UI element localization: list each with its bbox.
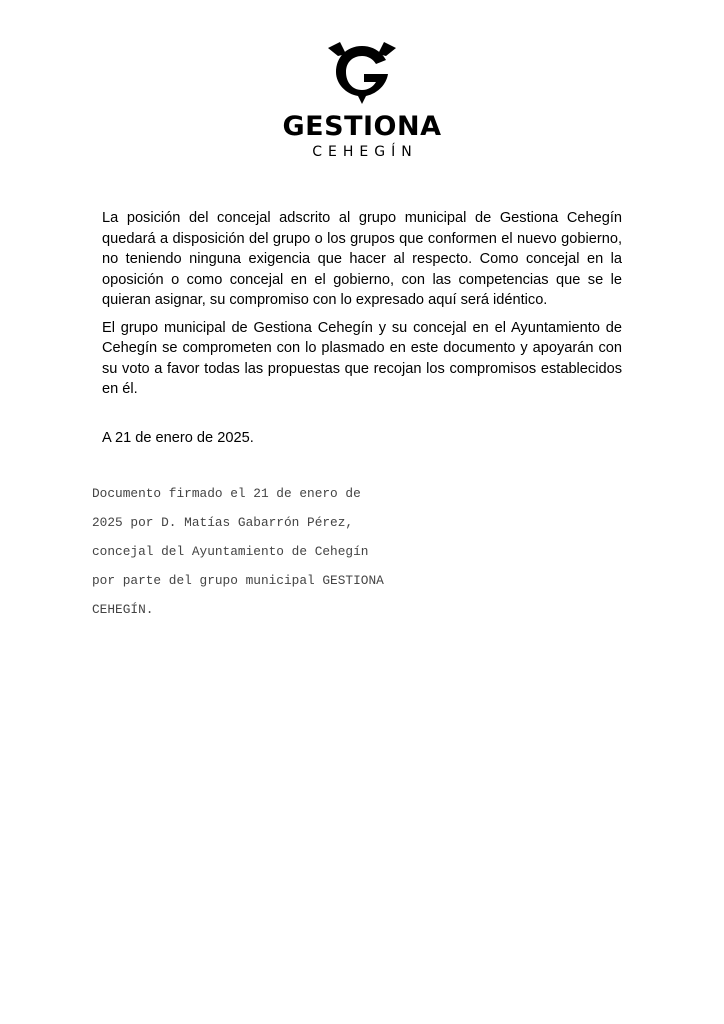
signature-line: 2025 por D. Matías Gabarrón Pérez, xyxy=(92,514,354,530)
document-body xyxy=(102,208,622,407)
paragraph-position: La posición del concejal adscrito al grupo municipal de Gestiona Cehegín quedará a disposición del grupo o los grupos que conformen el nuevo gobierno, no teniendo ninguna exigencia que hacer al respecto. Como concejal en la oposición o como concejal en el gobierno, con las competencias que se le quieran asignar, su compromiso con lo expresado aquí será idéntico. xyxy=(102,210,622,308)
gestiona-logo xyxy=(0,40,724,160)
signature-line: Documento firmado el 21 de enero de xyxy=(92,485,361,501)
signature-block xyxy=(92,472,452,633)
logo-subtitle: CEHEGÍN xyxy=(312,144,418,160)
signature-line: por parte del grupo municipal GESTIONA xyxy=(92,573,384,589)
logo-name: GESTIONA xyxy=(282,111,442,142)
gestiona-g-icon xyxy=(326,40,398,106)
document-date: A 21 de enero de 2025. xyxy=(102,430,254,446)
signature-line: CEHEGÍN. xyxy=(92,602,154,618)
paragraph-commitment: El grupo municipal de Gestiona Cehegín y su concejal en el Ayuntamiento de Cehegín se comprometen con lo plasmado en este documento y apoyarán con su voto a favor todas las propuestas que recojan los compromisos establecidos en él. xyxy=(102,319,622,397)
signature-line: concejal del Ayuntamiento de Cehegín xyxy=(92,543,369,559)
